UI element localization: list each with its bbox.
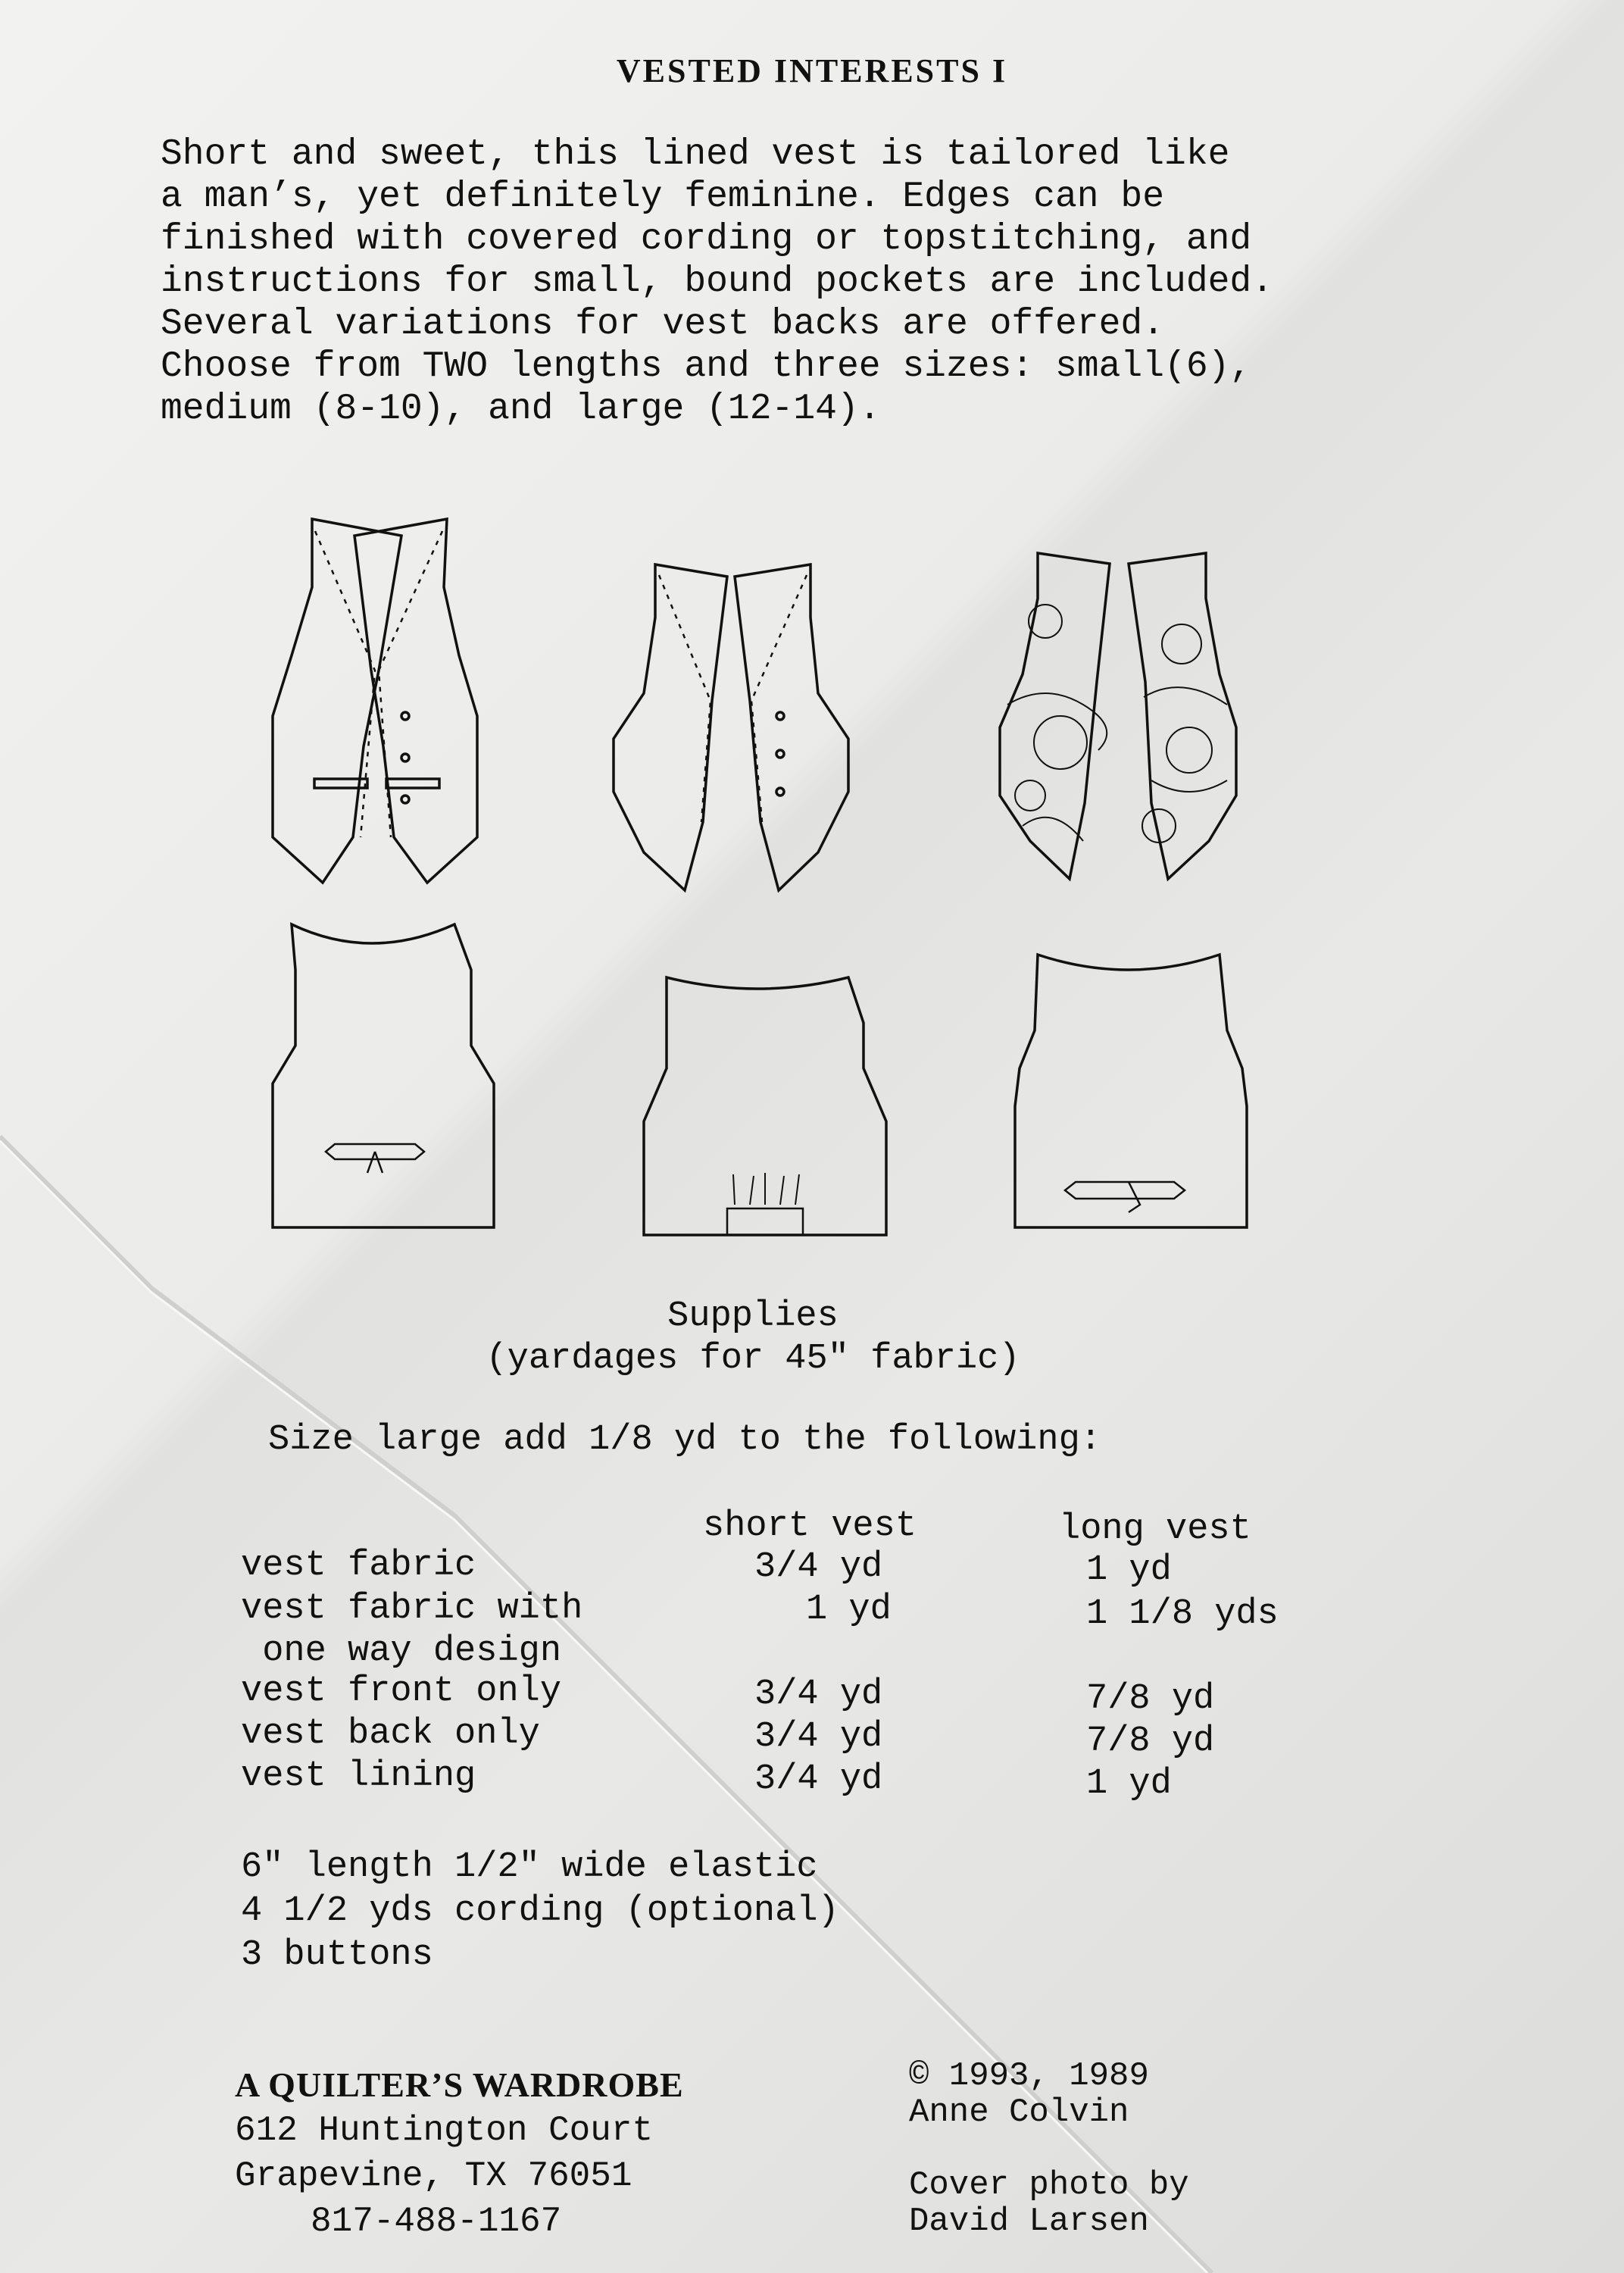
list-item: 6" length 1/2" wide elastic [241, 1847, 818, 1887]
row-label: vest back only [241, 1714, 540, 1754]
credits-block [909, 2058, 1189, 2240]
row-label: vest fabric [241, 1546, 476, 1586]
row-label: vest fabric with one way design [241, 1589, 583, 1671]
vest-front-printed-drawing [1000, 553, 1236, 879]
row-label: vest lining [241, 1756, 476, 1796]
list-item: 4 1/2 yds cording (optional) [241, 1891, 839, 1931]
column-header-long: long vest [1059, 1509, 1251, 1549]
publisher-address [235, 2062, 684, 2244]
vest-back-tie-drawing [273, 924, 494, 1227]
cell-short: 3/4 yd [754, 1547, 883, 1587]
extra-supplies-list [241, 1846, 839, 1978]
publisher-phone: 817-488-1167 [311, 2202, 562, 2241]
supplies-heading: Supplies [667, 1296, 839, 1337]
cell-short: 3/4 yd [754, 1759, 883, 1799]
column-header-short: short vest [703, 1506, 917, 1546]
vest-back-elastic-drawing [644, 977, 886, 1235]
page-title: VESTED INTERESTS I [616, 52, 1008, 89]
cell-long: 7/8 yd [1086, 1721, 1215, 1762]
copyright-line: © 1993, 1989 [909, 2057, 1149, 2095]
photo-credit-line-1: Cover photo by [909, 2166, 1189, 2204]
cell-long: 1 yd [1086, 1550, 1172, 1590]
vest-front-pockets-drawing [273, 519, 477, 883]
supplies-heading-block [0, 1296, 1506, 1380]
author-line: Anne Colvin [909, 2093, 1129, 2131]
row-label: vest front only [241, 1671, 562, 1712]
vest-back-tab-drawing [1015, 955, 1247, 1227]
size-large-note: Size large add 1/8 yd to the following: [268, 1420, 1101, 1460]
vest-front-plain-drawing [614, 564, 848, 890]
vest-illustrations [250, 500, 1333, 1243]
cell-short: 3/4 yd [754, 1717, 883, 1757]
publisher-street: 612 Huntington Court [235, 2111, 654, 2150]
intro-paragraph: Short and sweet, this lined vest is tailored like a man’s, yet definitely feminine. Edges can be finished with covered cording or topstitching, and instructions for small, bound pockets are included. Several variations for vest backs are offered. Choose from TWO lengths and three sizes: small(6), medium (8-10), and large (12-14). [161, 134, 1274, 430]
cell-short: 1 yd [806, 1590, 892, 1630]
cell-long: 1 yd [1086, 1764, 1172, 1804]
publisher-name: A QUILTER’S WARDROBE [235, 2065, 684, 2104]
cell-long: 7/8 yd [1086, 1679, 1215, 1719]
photo-credit-line-2: David Larsen [909, 2203, 1149, 2240]
publisher-city: Grapevine, TX 76051 [235, 2156, 632, 2196]
supplies-subheading: (yardages for 45" fabric) [486, 1339, 1020, 1379]
cell-short: 3/4 yd [754, 1674, 883, 1715]
cell-long: 1 1/8 yds [1086, 1594, 1279, 1634]
list-item: 3 buttons [241, 1935, 433, 1975]
